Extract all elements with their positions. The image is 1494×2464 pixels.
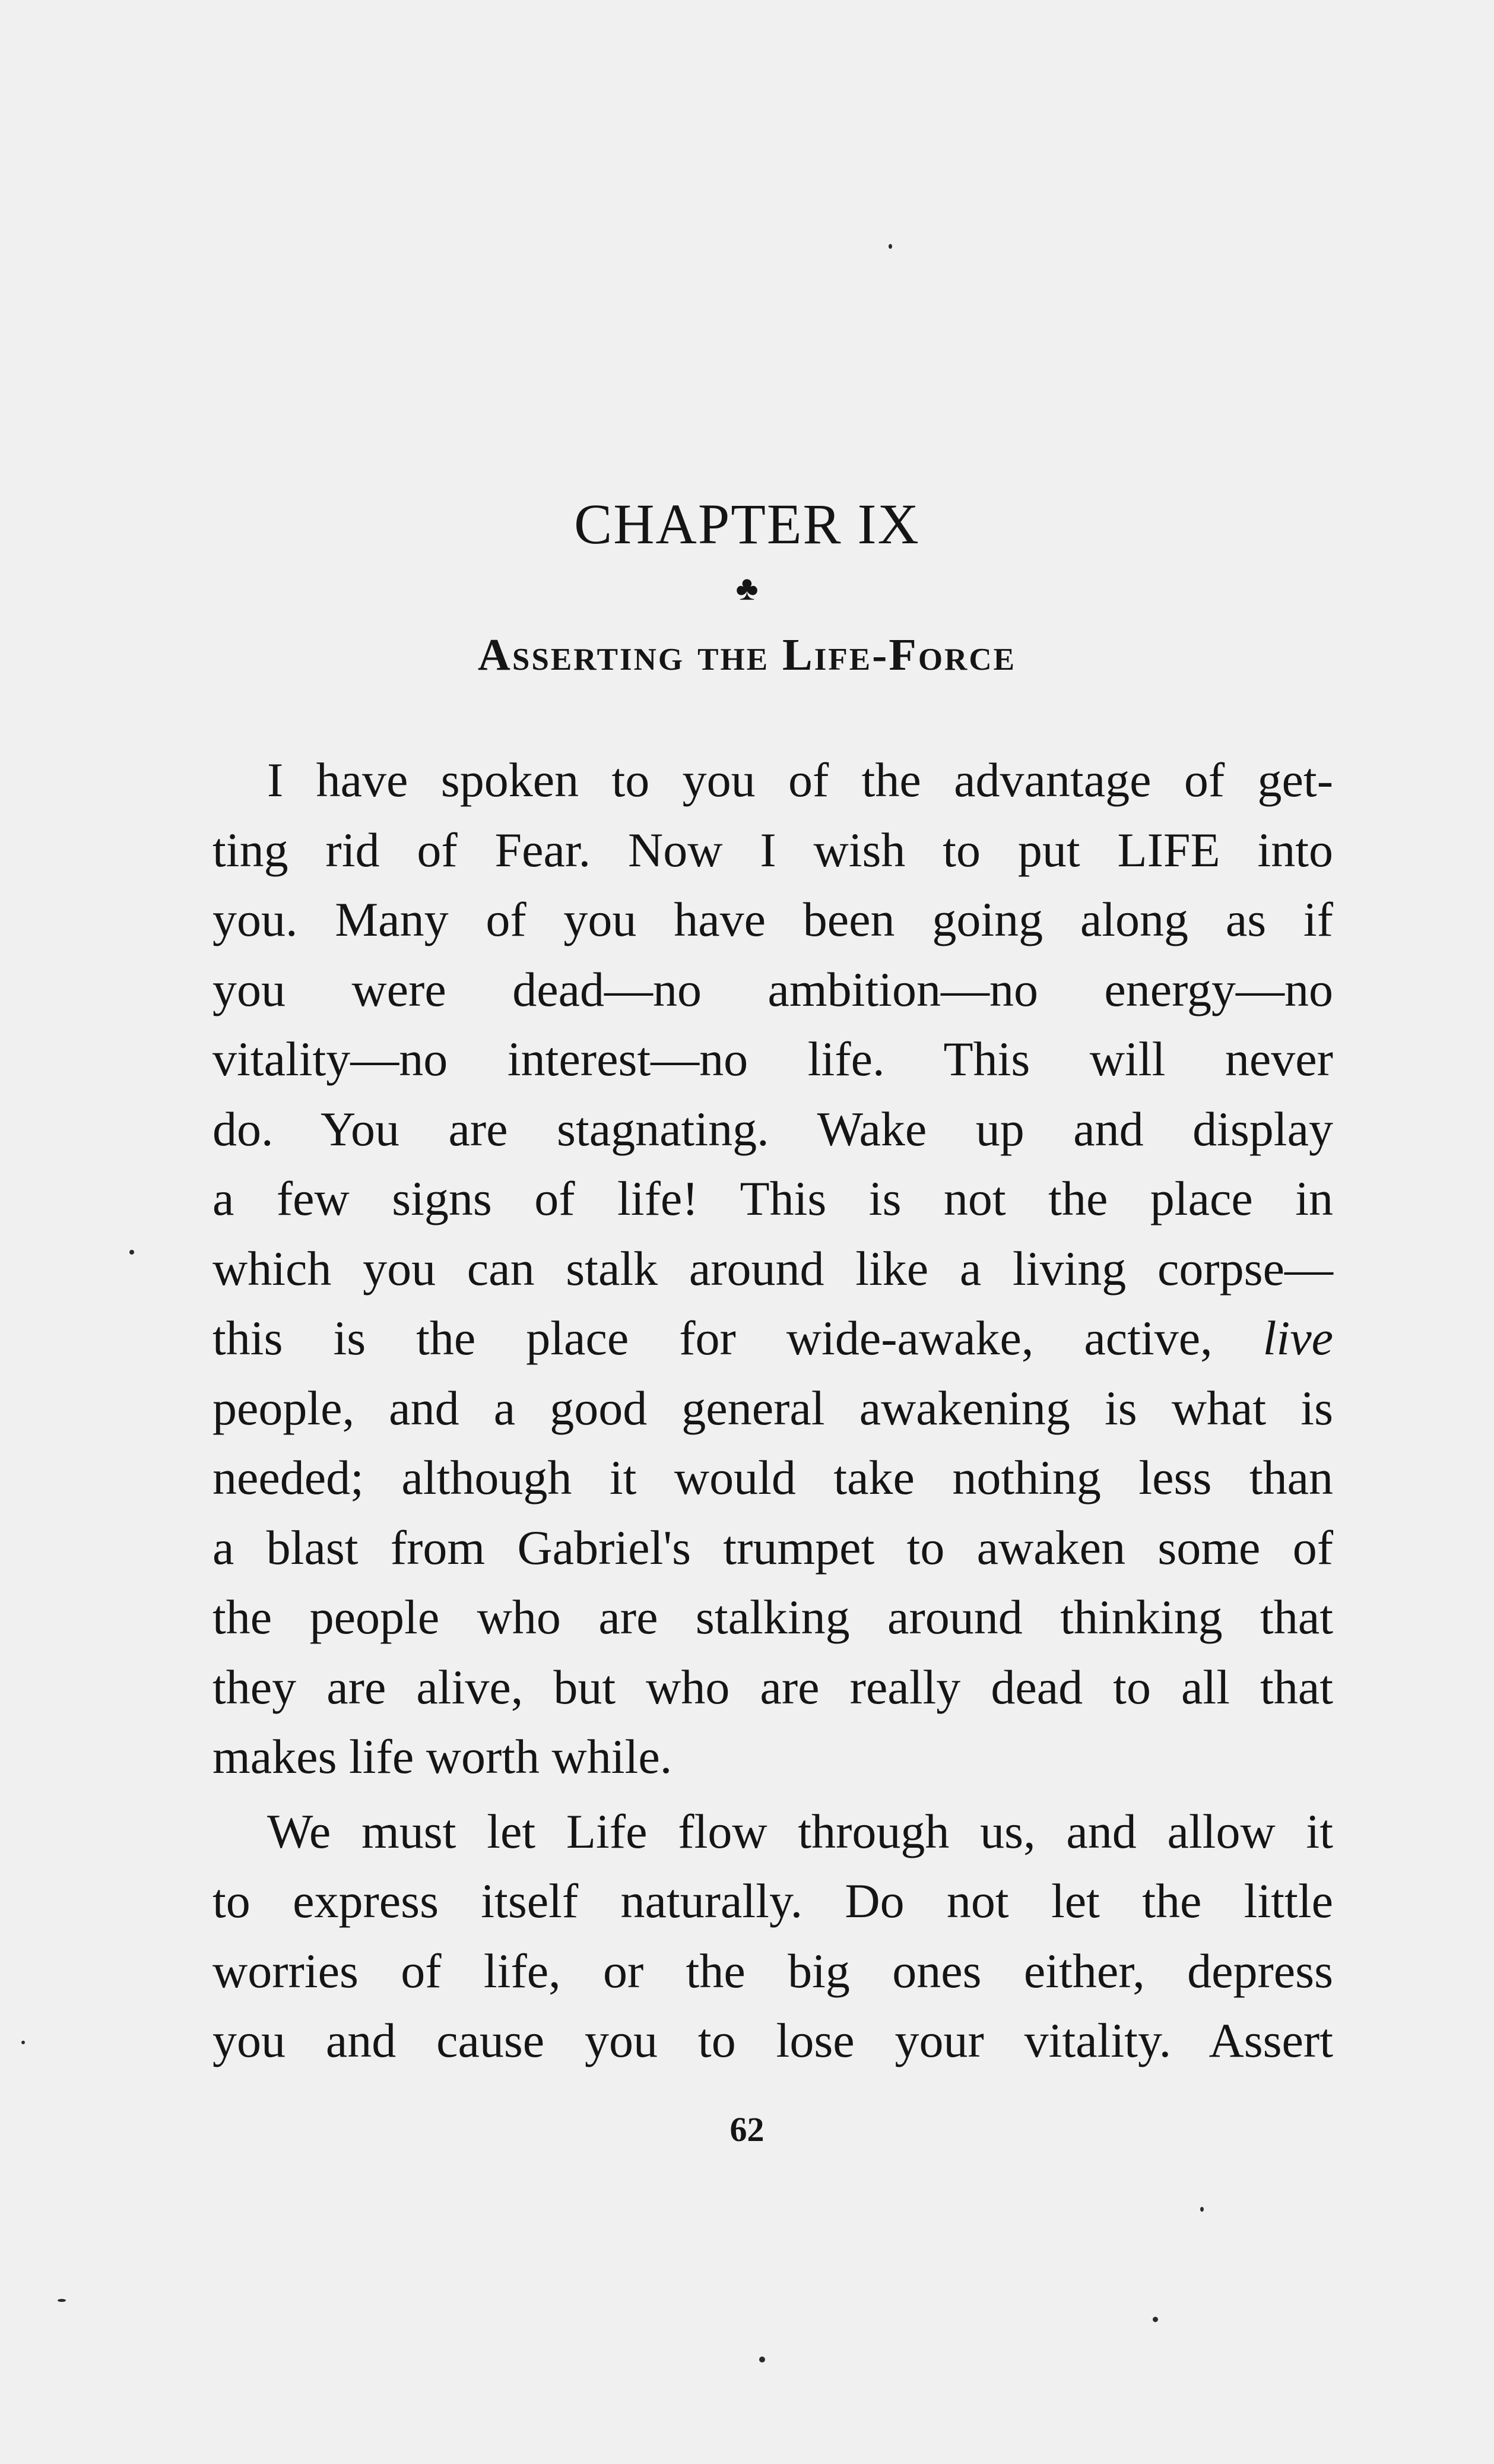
text-line: which you can stalk around like a living corpse— (212, 1241, 1333, 1296)
scan-speck (759, 2357, 765, 2362)
text-line: you. Many of you have been going along as if (212, 892, 1333, 946)
text-line: makes life worth while. (212, 1730, 673, 1784)
text-line: I have spoken to you of the advantage of get- (267, 753, 1333, 807)
page-number: 62 (729, 2110, 765, 2149)
text-line-start: this is the place for wide-awake, active, (212, 1311, 1263, 1365)
scan-speck (58, 2299, 66, 2302)
text-line: ting rid of Fear. Now I wish to put LIFE into (212, 822, 1333, 877)
chapter-subtitle: Asserting the Life-Force (478, 630, 1016, 680)
text-line: We must let Life flow through us, and allow it (267, 1804, 1333, 1858)
scan-speck (21, 2041, 25, 2044)
text-line: a few signs of life! This is not the place in (212, 1171, 1333, 1225)
text-line: they are alive, but who are really dead to all that (212, 1659, 1333, 1714)
text-line: the people who are stalking around thinking that (212, 1590, 1333, 1644)
scan-speck (1200, 2207, 1204, 2212)
text-line-with-emphasis (212, 1303, 1333, 1373)
text-line: you were dead—no ambition—no energy—no (212, 962, 1333, 1016)
text-line: people, and a good general awakening is what is (212, 1380, 1333, 1435)
scan-speck (889, 244, 892, 249)
chapter-heading: CHAPTER IX (574, 492, 920, 556)
scan-speck (129, 1250, 134, 1255)
text-line: a blast from Gabriel's trumpet to awaken some of (212, 1520, 1333, 1575)
text-line: needed; although it would take nothing less than (212, 1450, 1333, 1505)
scan-speck (1153, 2317, 1158, 2322)
body-text (212, 745, 1333, 2076)
text-line: worries of life, or the big ones either, depress (212, 1943, 1333, 1998)
emphasis-word: live (1263, 1311, 1333, 1365)
text-line: you and cause you to lose your vitality. Assert (212, 2013, 1333, 2067)
text-line: do. You are stagnating. Wake up and display (212, 1101, 1333, 1156)
text-line: to express itself naturally. Do not let the little (212, 1874, 1333, 1928)
paragraph-gap (212, 1792, 1333, 1797)
text-line: vitality—no interest—no life. This will never (212, 1032, 1333, 1086)
club-ornament-icon: ♣ (735, 569, 759, 607)
